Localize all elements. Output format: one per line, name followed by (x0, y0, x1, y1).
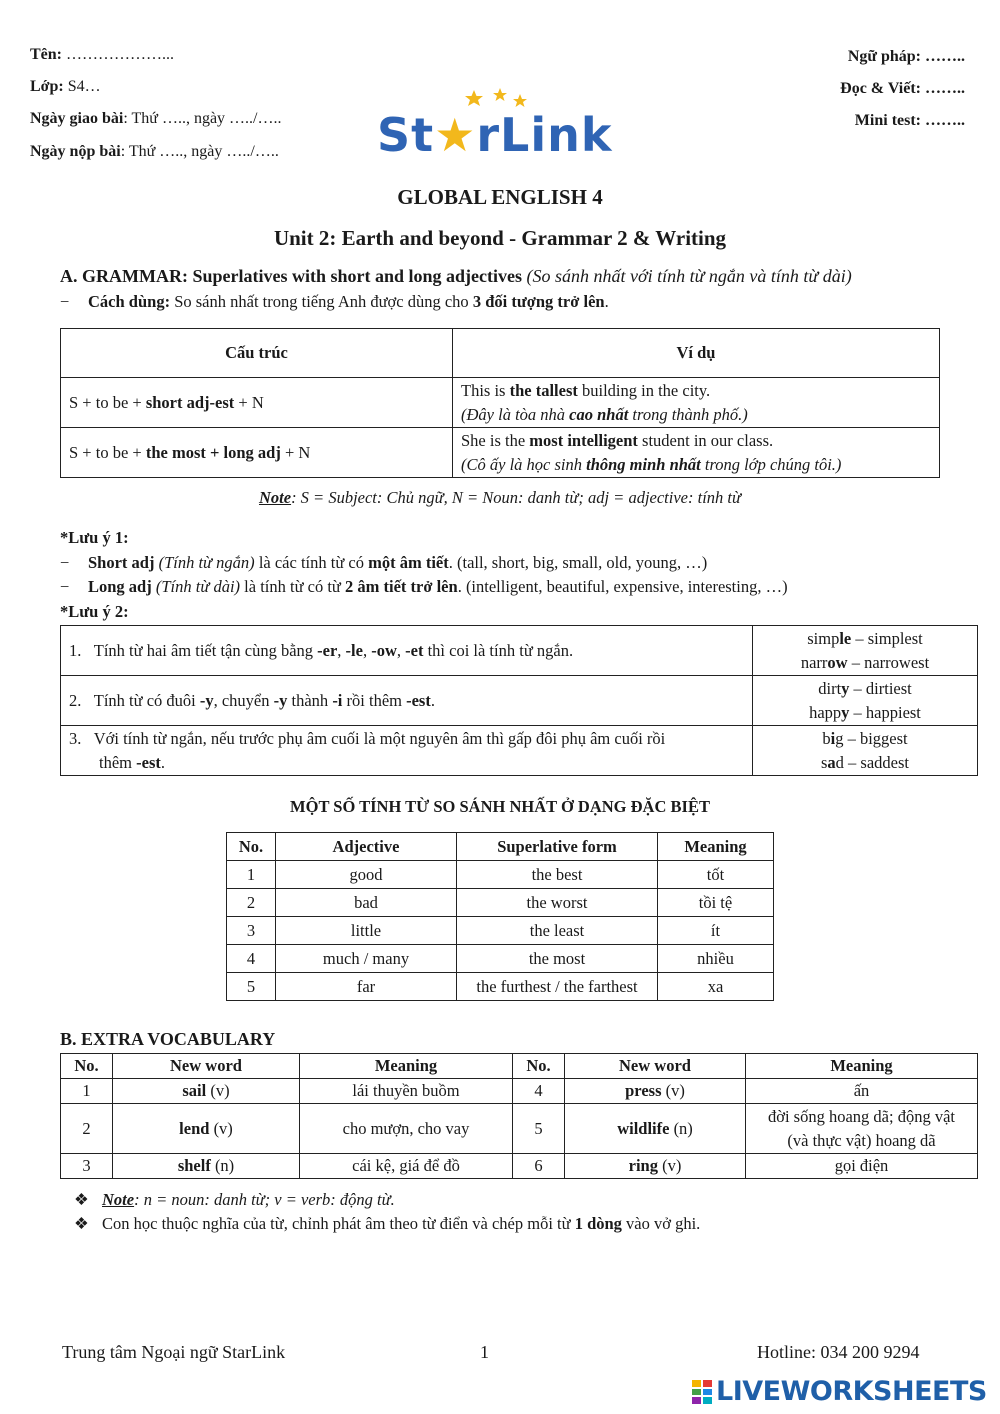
table-row (61, 726, 978, 776)
col-meaning: Meaning (658, 833, 774, 861)
example-long: She is the most intelligent student in our class. (Cô ấy là học sinh thông minh nhất trong lớp chúng tôi.) (453, 428, 940, 478)
cell: đời sống hoang dã; động vật (và thực vật) hoang dã (746, 1104, 978, 1154)
cell: 1 (61, 1079, 113, 1104)
cell: 2 (227, 889, 276, 917)
grammar-heading: A. GRAMMAR: Superlatives with short and long adjectives (So sánh nhất với tính từ ngắn và tính từ dài) (60, 266, 852, 286)
cell: tồi tệ (658, 889, 774, 917)
vocab-instruction: ❖ Con học thuộc nghĩa của từ, chỉnh phát âm theo từ điển và chép mỗi từ 1 dòng vào vở ghi. (74, 1212, 700, 1236)
col-superlative: Superlative form (457, 833, 658, 861)
table-header-row (227, 833, 774, 861)
cell: cái kệ, giá để đồ (300, 1154, 513, 1179)
table-row (227, 889, 774, 917)
rule-1: 1. Tính từ hai âm tiết tận cùng bằng -er, -le, -ow, -et thì coi là tính từ ngắn. (61, 626, 753, 676)
cell: ring (v) (565, 1154, 746, 1179)
submit-date-line: Ngày nộp bài: Thứ ….., ngày …../….. (30, 143, 279, 160)
cell: 5 (227, 973, 276, 1001)
note2-title: *Lưu ý 2: (60, 602, 129, 621)
reading-writing-score: Đọc & Viết: …….. (840, 80, 965, 97)
cell: the worst (457, 889, 658, 917)
rule-1-examples: simple – simplest narrow – narrowest (753, 626, 978, 676)
table-row (61, 1079, 978, 1104)
structure-header: Cấu trúc (61, 329, 453, 378)
vocabulary-table (60, 1053, 978, 1179)
table-row (61, 626, 978, 676)
cell: ít (658, 917, 774, 945)
cell: bad (276, 889, 457, 917)
table-header-row (61, 1054, 978, 1079)
diamond-bullet-icon: ❖ (74, 1190, 89, 1209)
vocab-heading: B. EXTRA VOCABULARY (60, 1029, 276, 1049)
table-row (227, 861, 774, 889)
cell: 4 (227, 945, 276, 973)
footer-center-name: Trung tâm Ngoại ngữ StarLink (62, 1342, 286, 1362)
table-row (227, 945, 774, 973)
cell: 1 (227, 861, 276, 889)
vocab-note: ❖ Note: n = noun: danh từ; v = verb: động từ. (74, 1188, 395, 1212)
special-adjectives-table (226, 832, 774, 1001)
grammar-usage: − Cách dùng: So sánh nhất trong tiếng Anh được dùng cho 3 đối tượng trở lên. (60, 292, 609, 311)
diamond-bullet-icon: ❖ (74, 1214, 89, 1233)
cell: 3 (61, 1154, 113, 1179)
col-no: No. (61, 1054, 113, 1079)
structure-short: S + to be + short adj-est + N (61, 378, 453, 428)
table-row (227, 917, 774, 945)
example-header: Ví dụ (453, 329, 940, 378)
cell: the most (457, 945, 658, 973)
cell: press (v) (565, 1079, 746, 1104)
table-row (61, 1104, 978, 1154)
footer-hotline: Hotline: 034 200 9294 (757, 1342, 920, 1362)
cell: little (276, 917, 457, 945)
cell: sail (v) (113, 1079, 300, 1104)
cell: much / many (276, 945, 457, 973)
rule-2: 2. Tính từ có đuôi -y, chuyển -y thành -i rồi thêm -est. (61, 676, 753, 726)
unit-subtitle: Unit 2: Earth and beyond - Grammar 2 & Writing (273, 226, 727, 250)
cell: 2 (61, 1104, 113, 1154)
table-row (61, 378, 940, 428)
cell: lái thuyền buồm (300, 1079, 513, 1104)
note1-title: *Lưu ý 1: (60, 528, 129, 547)
cell: 4 (513, 1079, 565, 1104)
rule-3-examples: big – biggest sad – saddest (753, 726, 978, 776)
table-row (61, 428, 940, 478)
table-row (227, 973, 774, 1001)
cell: 6 (513, 1154, 565, 1179)
cell: shelf (n) (113, 1154, 300, 1179)
cell: good (276, 861, 457, 889)
class-line: Lớp: S4… (30, 78, 101, 95)
structure-long: S + to be + the most + long adj + N (61, 428, 453, 478)
rule-3: 3. Với tính từ ngắn, nếu trước phụ âm cuối là một nguyên âm thì gấp đôi phụ âm cuối rồi thêm -est. (61, 726, 753, 776)
spelling-rules-table (60, 625, 978, 776)
cell: cho mượn, cho vay (300, 1104, 513, 1154)
cell: 3 (227, 917, 276, 945)
cell: 5 (513, 1104, 565, 1154)
col-adjective: Adjective (276, 833, 457, 861)
cell: wildlife (n) (565, 1104, 746, 1154)
rule-2-examples: dirty – dirtiest happy – happiest (753, 676, 978, 726)
minitest-score: Mini test: …….. (854, 112, 965, 129)
cell: the furthest / the farthest (457, 973, 658, 1001)
long-adj-note: − Long adj (Tính từ dài) là tính từ có từ 2 âm tiết trở lên. (intelligent, beautiful, expensive, interesting, …) (60, 577, 788, 596)
special-adjectives-title: MỘT SỐ TÍNH TỪ SO SÁNH NHẤT Ở DẠNG ĐẶC BIỆT (290, 797, 710, 816)
student-name-line: Tên: ………………... (30, 46, 174, 63)
col-new-word: New word (565, 1054, 746, 1079)
table-row (61, 1154, 978, 1179)
liveworksheets-brand: LIVEWORKSHEETS (692, 1376, 992, 1408)
cell: xa (658, 973, 774, 1001)
col-meaning: Meaning (746, 1054, 978, 1079)
cell: tốt (658, 861, 774, 889)
abbreviation-note: Note: S = Subject: Chủ ngữ, N = Noun: danh từ; adj = adjective: tính từ (258, 488, 741, 507)
col-new-word: New word (113, 1054, 300, 1079)
col-no: No. (513, 1054, 565, 1079)
starlink-logo: St★rLink (377, 88, 627, 168)
liveworksheets-logo-icon (692, 1380, 712, 1404)
short-adj-note: − Short adj (Tính từ ngắn) là các tính từ có một âm tiết. (tall, short, big, small, old, young, …) (60, 553, 708, 572)
col-meaning: Meaning (300, 1054, 513, 1079)
assign-date-line: Ngày giao bài: Thứ ….., ngày …../….. (30, 110, 282, 127)
star-letter-icon: ★ (434, 108, 477, 162)
grammar-score: Ngữ pháp: …….. (847, 48, 965, 65)
table-row (61, 676, 978, 726)
cell: the best (457, 861, 658, 889)
cell: far (276, 973, 457, 1001)
page-number: 1 (480, 1342, 489, 1362)
cell: nhiều (658, 945, 774, 973)
page-title: GLOBAL ENGLISH 4 (397, 185, 603, 209)
cell: lend (v) (113, 1104, 300, 1154)
col-no: No. (227, 833, 276, 861)
example-short: This is the tallest building in the city. (Đây là tòa nhà cao nhất trong thành phố.) (453, 378, 940, 428)
cell: ấn (746, 1079, 978, 1104)
cell: the least (457, 917, 658, 945)
structure-table (60, 328, 940, 478)
cell: gọi điện (746, 1154, 978, 1179)
